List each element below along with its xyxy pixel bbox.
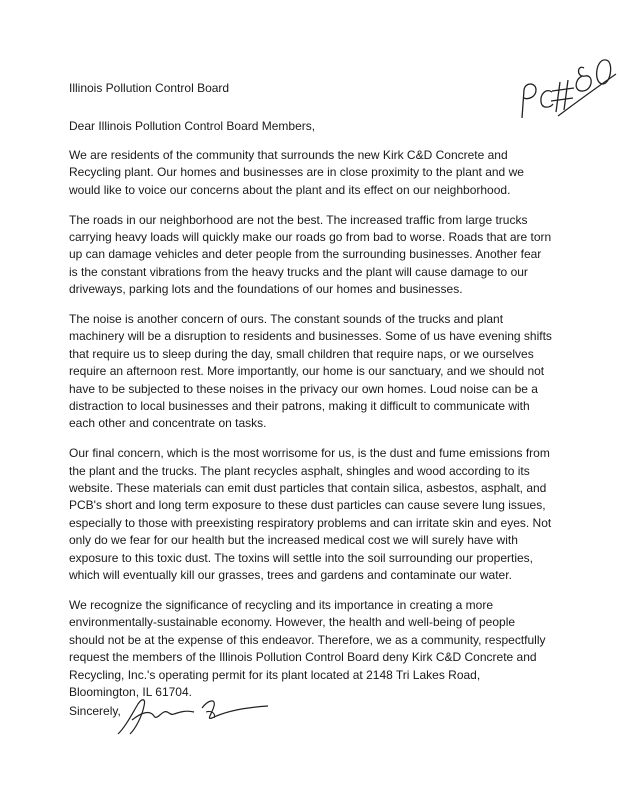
salutation: Dear Illinois Pollution Control Board Members, <box>69 119 316 133</box>
paragraph-roads: The roads in our neighborhood are not the best. The increased traffic from large trucks carrying heavy loads will quickly make our roads go from bad to worse. Roads that are torn up can damage vehicles and deter people from the surrounding businesses. Another fear is the constant vibrations from the heavy trucks and the plant will cause damage to our driveways, parking lots and the foundations of our homes and businesses. <box>69 212 552 297</box>
paragraph-request: We recognize the significance of recycling and its importance in creating a more environmentally-sustainable economy. However, the health and well-being of people should not be at the expense of this endeavor. Therefore, we as a community, respectfully request the members of the Illinois Pollution Control Board deny Kirk C&D Concrete and Recycling, Inc.'s operating permit for its plant located at 2148 Tri Lakes Road, Bloomington, IL 61704. <box>69 597 546 699</box>
handwritten-signature <box>116 690 271 740</box>
closing: Sincerely, <box>69 704 121 718</box>
letter-body <box>69 147 553 714</box>
paragraph-noise: The noise is another concern of ours. The constant sounds of the trucks and plant machinery will be a disruption to residents and businesses. Some of us have evening shifts that require us to sleep during the day, small children that require naps, or we ourselves require an afternoon rest. More importantly, our home is our sanctuary, and we should not have to be subjected to these noises in the privacy our own homes. Loud noise can be a distraction to local businesses and their patrons, making it difficult to communicate with each other and concentrate on tasks. <box>69 312 552 431</box>
handwritten-exhibit-stamp <box>510 38 619 123</box>
paragraph-dust: Our final concern, which is the most worrisome for us, is the dust and fume emissions from the plant and the trucks. The plant recycles asphalt, shingles and wood according to its website. These materials can emit dust particles that contain silica, asbestos, asphalt, and PCB's short and long term exposure to these dust particles can cause severe lung issues, especially to those with preexisting respiratory problems and can irritate skin and eyes. Not only do we fear for our health but the increased medical cost we will surely have with exposure to this toxic dust. The toxins will settle into the soil surrounding our properties, which will eventually kill our grasses, trees and gardens and contaminate our water. <box>69 446 552 583</box>
recipient-name: Illinois Pollution Control Board <box>69 81 230 95</box>
paragraph-intro: We are residents of the community that surrounds the new Kirk C&D Concrete and Recycling plant. Our homes and businesses are in close proximity to the plant and we would like to voice our concerns about the plant and its effect on our neighborhood. <box>69 148 524 197</box>
